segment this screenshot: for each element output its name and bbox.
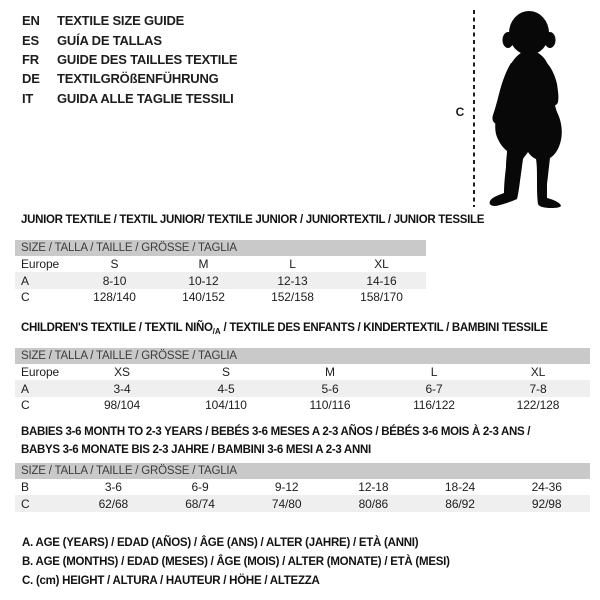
row-label: B	[21, 480, 29, 495]
table-cell: XL	[530, 365, 546, 380]
table-cell: 74/80	[271, 496, 302, 511]
language-row	[22, 30, 237, 49]
title-text: BABYS 3-6 MONATE BIS 2-3 JAHRE / BAMBINI 3-6 MESI A 2-3 ANNI	[21, 444, 371, 456]
language-row	[22, 11, 237, 30]
language-row	[22, 50, 237, 69]
row-label: C	[21, 397, 30, 412]
row-label: A	[21, 273, 29, 288]
table-cell: 4-5	[217, 381, 235, 396]
language-title: GUÍA DE TALLAS	[57, 32, 162, 48]
title-text: / TEXTILE DES ENFANTS / KINDERTEXTIL / BAMBINI TESSILE	[220, 322, 548, 334]
table-cell: 98/104	[103, 397, 141, 412]
language-code: EN	[22, 13, 40, 29]
row-label: A	[21, 381, 29, 396]
table-cell: 24-36	[531, 480, 562, 495]
table-cell: 7-8	[529, 381, 547, 396]
table-cell: 116/122	[413, 397, 455, 412]
language-title: GUIDA ALLE TAGLIE TESSILI	[57, 90, 234, 106]
table-cell: L	[430, 365, 438, 380]
table-cell: 10-12	[188, 273, 219, 288]
table-cell: 6-7	[425, 381, 443, 396]
table-cell: 14-16	[366, 273, 397, 288]
language-code: DE	[22, 71, 40, 87]
table-cell: 12-13	[277, 273, 308, 288]
table-cell: 68/74	[185, 496, 215, 511]
table-cell: S	[110, 257, 119, 272]
language-title: GUIDE DES TAILLES TEXTILE	[57, 51, 238, 67]
table-row	[15, 479, 590, 495]
babies-textile-table	[15, 423, 590, 512]
table-size-header: SIZE / TALLA / TAILLE / GRÖSSE / TAGLIA	[15, 348, 590, 364]
table-cell: XL	[374, 257, 389, 272]
title-subscript: /A	[212, 326, 221, 336]
table-cell: 104/110	[205, 397, 247, 412]
table-rows	[15, 256, 426, 305]
table-row	[15, 289, 426, 305]
table-cell: 8-10	[102, 273, 127, 288]
table-size-header: SIZE / TALLA / TAILLE / GRÖSSE / TAGLIA	[15, 240, 426, 256]
table-cell: S	[222, 365, 230, 380]
title-text: CHILDREN'S TEXTILE / TEXTIL NIÑO	[21, 322, 213, 334]
table-title	[15, 423, 590, 459]
table-row	[15, 397, 590, 413]
table-cell: XS	[114, 365, 130, 380]
table-cell: 3-4	[113, 381, 131, 396]
table-cell: 140/152	[182, 289, 225, 304]
table-cell: 122/128	[516, 397, 560, 412]
table-title	[15, 320, 590, 337]
language-title: TEXTILGRÖßENFÜHRUNG	[57, 71, 219, 87]
note-age-months: B. AGE (MONTHS) / EDAD (MESES) / ÂGE (MOIS) / ALTER (MONATE) / ETÀ (MESI)	[22, 556, 450, 568]
row-label: Europe	[21, 365, 60, 380]
language-code: ES	[22, 32, 39, 48]
legend-notes	[22, 534, 450, 591]
height-measure-label: C	[455, 105, 465, 119]
title-text: JUNIOR TEXTILE / TEXTIL JUNIOR/ TEXTILE JUNIOR / JUNIORTEXTIL / JUNIOR TESSILE	[21, 214, 485, 226]
height-measure-dashed-line	[473, 10, 475, 207]
table-cell: 158/170	[360, 289, 403, 304]
baby-silhouette-icon	[483, 8, 573, 208]
junior-textile-table	[15, 212, 485, 305]
table-row	[15, 256, 426, 272]
table-cell: 3-6	[104, 480, 122, 495]
table-title-line	[21, 423, 590, 441]
table-cell: 92/98	[531, 496, 562, 511]
table-title-line	[21, 320, 590, 337]
table-title-line	[21, 441, 590, 459]
table-size-header: SIZE / TALLA / TAILLE / GRÖSSE / TAGLIA	[15, 463, 590, 479]
table-cell: 128/140	[93, 289, 136, 304]
language-title: TEXTILE SIZE GUIDE	[57, 13, 185, 29]
table-title	[15, 212, 485, 228]
table-cell: M	[325, 365, 335, 380]
table-cell: L	[289, 257, 296, 272]
table-cell: M	[198, 257, 209, 272]
table-cell: 86/92	[445, 496, 475, 511]
table-rows	[15, 364, 590, 413]
table-cell: 12-18	[358, 480, 389, 495]
language-row	[22, 89, 237, 108]
children-textile-table	[15, 320, 590, 413]
row-label: C	[21, 289, 30, 304]
row-label: C	[21, 496, 30, 511]
table-title-line	[21, 212, 485, 228]
table-row	[15, 380, 590, 396]
table-cell: 5-6	[321, 381, 339, 396]
note-age-years: A. AGE (YEARS) / EDAD (AÑOS) / ÂGE (ANS) / ALTER (JAHRE) / ETÀ (ANNI)	[22, 537, 419, 549]
table-cell: 6-9	[191, 480, 209, 495]
table-cell: 152/158	[271, 289, 314, 304]
table-cell: 18-24	[444, 480, 476, 495]
language-row	[22, 69, 237, 88]
table-row	[15, 495, 590, 511]
language-guide	[22, 11, 237, 108]
note-height: C. (cm) HEIGHT / ALTURA / HAUTEUR / HÖHE / ALTEZZA	[22, 575, 320, 587]
row-label: Europe	[21, 257, 60, 272]
table-cell: 80/86	[358, 496, 389, 511]
table-cell: 9-12	[274, 480, 299, 495]
table-row	[15, 272, 426, 288]
table-row	[15, 364, 590, 380]
table-cell: 110/116	[309, 397, 351, 412]
title-text: BABIES 3-6 MONTH TO 2-3 YEARS / BEBÉS 3-6 MESES A 2-3 AÑOS / BÉBÉS 3-6 MOIS À 2-3 ANS /	[21, 426, 531, 438]
table-rows	[15, 479, 590, 512]
language-code: IT	[22, 90, 34, 106]
language-code: FR	[22, 51, 39, 67]
table-cell: 62/68	[98, 496, 129, 511]
